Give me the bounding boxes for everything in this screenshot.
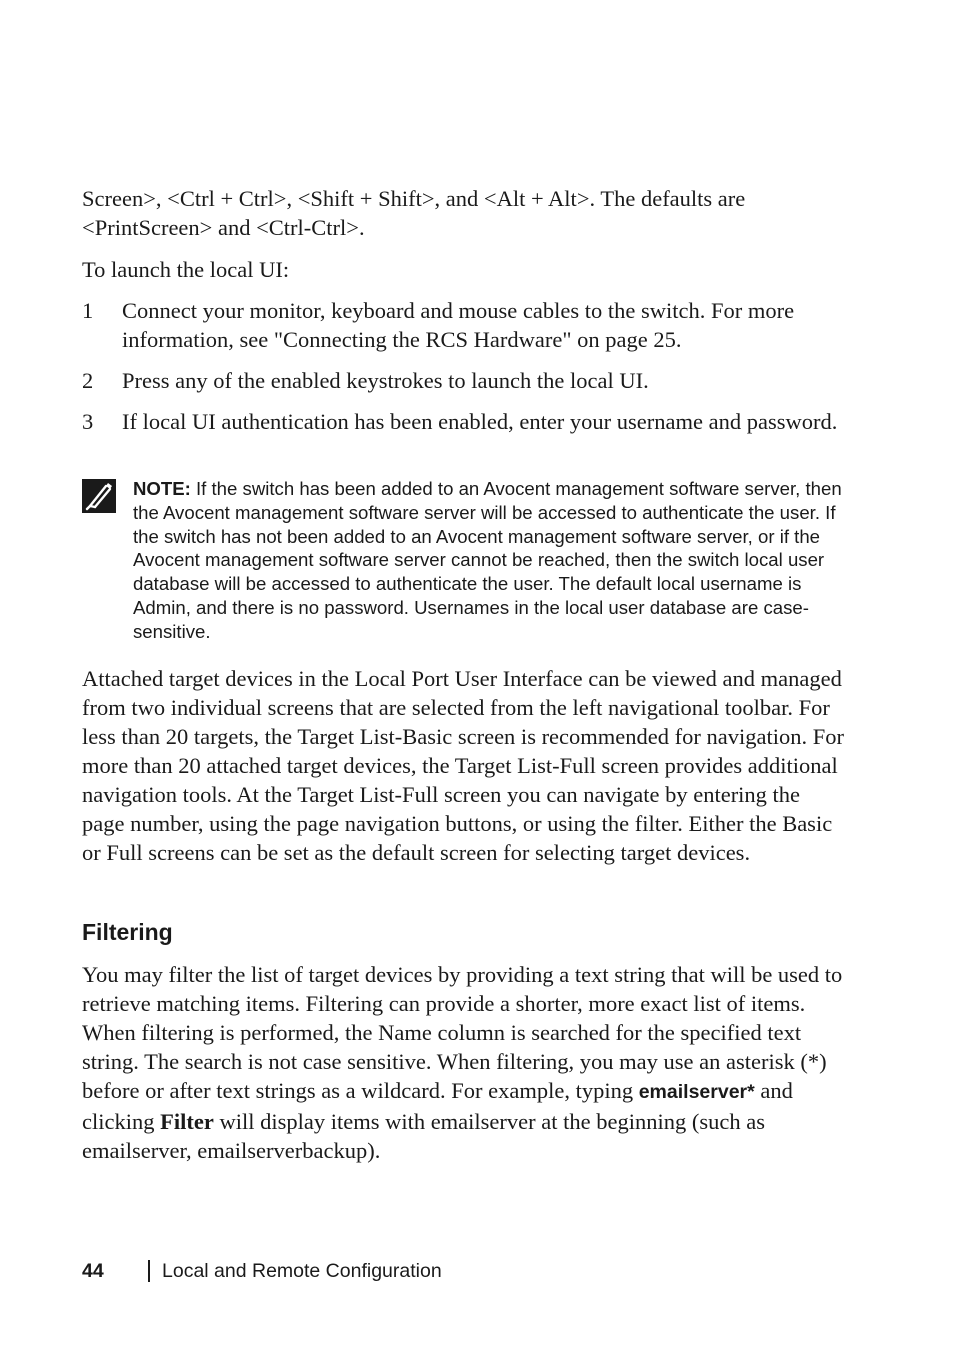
page-number: 44 xyxy=(82,1260,104,1282)
step-item xyxy=(82,407,844,436)
filtering-paragraph xyxy=(82,960,844,1165)
filter-example-code: emailserver* xyxy=(638,1081,755,1103)
step-item xyxy=(82,296,844,354)
note-body: If the switch has been added to an Avocent management software server, then the Avocent management software server will be accessed to authenticate the user. If the switch has not been added to an Avocent management software server, or if the Avocent management software server cannot be reached, then the switch local user database will be accessed to authenticate the user. The default local username is Admin, and there is no password. Usernames in the local user database are case-sensitive. xyxy=(133,478,842,642)
target-devices-paragraph: Attached target devices in the Local Port User Interface can be viewed and managed from two individual screens that are selected from the left navigational toolbar. For less than 20 targets, the Target List-Basic screen is recommended for navigation. For more than 20 attached target devices, the Target List-Full screen provides additional navigation tools. At the Target List-Full screen you can navigate by entering the page number, using the page navigation buttons, or using the filter. Either the Basic or Full screens can be set as the default screen for selecting target devices. xyxy=(82,666,844,865)
launch-intro-text: To launch the local UI: xyxy=(82,257,290,282)
step-number: 2 xyxy=(82,368,94,393)
note-text xyxy=(133,477,843,644)
filter-ui-term: Filter xyxy=(160,1109,214,1134)
step-text: Connect your monitor, keyboard and mouse cables to the switch. For more information, see "Connecting the RCS Hardware" on page 25. xyxy=(122,298,795,352)
chapter-title: Local and Remote Configuration xyxy=(162,1260,442,1282)
step-item xyxy=(82,366,844,395)
pencil-note-icon xyxy=(82,479,116,513)
footer-divider xyxy=(148,1260,150,1282)
intro-paragraph: Screen>, <Ctrl + Ctrl>, <Shift + Shift>, and <Alt + Alt>. The defaults are <PrintScreen> and <Ctrl-Ctrl>. xyxy=(82,186,746,240)
section-heading: Filtering xyxy=(82,919,173,945)
filtering-text-end: will display items with emailserver at the beginning (such as emailserver, emailserverbackup). xyxy=(82,1109,765,1163)
step-number: 1 xyxy=(82,298,94,323)
step-text: If local UI authentication has been enabled, enter your username and password. xyxy=(122,409,838,434)
note-label: NOTE: xyxy=(133,478,191,499)
step-number: 3 xyxy=(82,409,94,434)
step-text: Press any of the enabled keystrokes to launch the local UI. xyxy=(122,368,649,393)
filtering-text-start: You may filter the list of target devices by providing a text string that will be used to retrieve matching items. Filtering can provide a shorter, more exact list of items. When filtering is performed, the Name column is searched for the specified text string. The search is not case sensitive. When filtering, you may use an asterisk (*) before or after text strings as a wildcard. For example, typing xyxy=(82,962,843,1103)
filtering-text-middle: and clicking xyxy=(82,1078,793,1134)
